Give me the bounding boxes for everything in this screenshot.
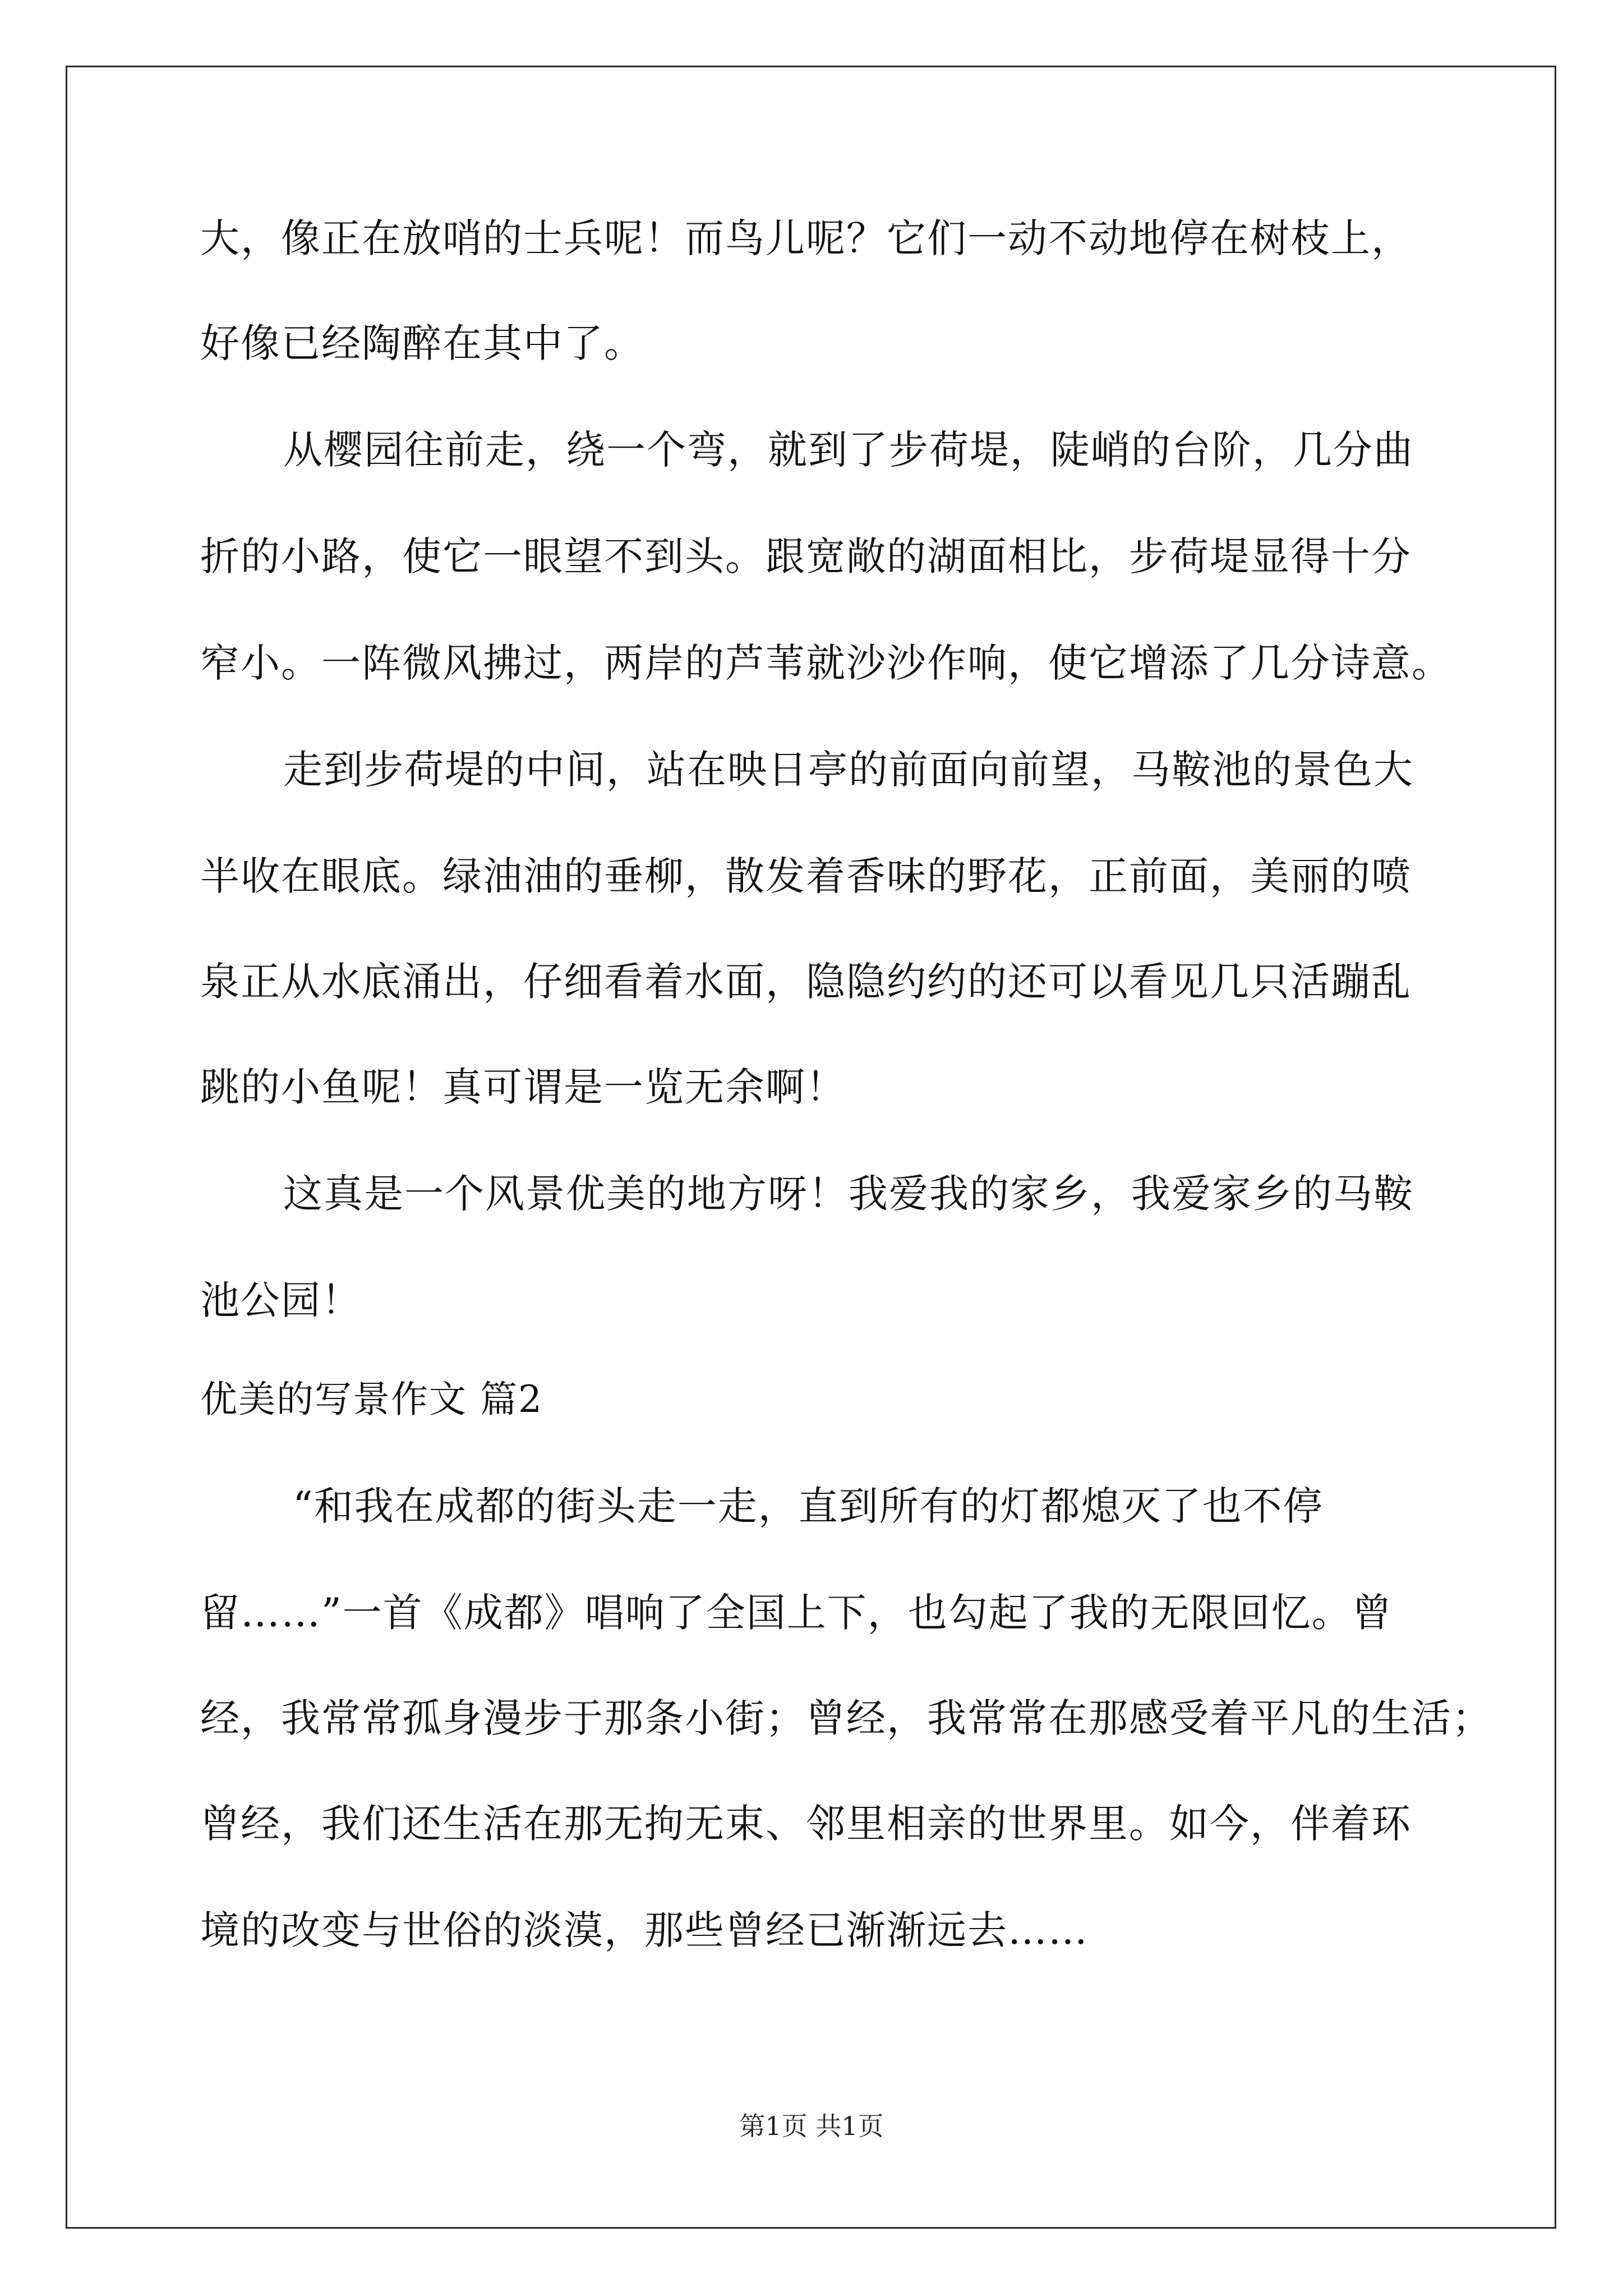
text-line: 大，像正在放哨的士兵呢！而鸟儿呢？它们一动不动地停在树枝上， <box>200 215 1412 261</box>
text-line: 窄小。一阵微风拂过，两岸的芦苇就沙沙作响，使它增添了几分诗意。 <box>200 640 1452 686</box>
text-line: 折的小路，使它一眼望不到头。跟宽敞的湖面相比，步荷堤显得十分 <box>200 533 1412 579</box>
text-line: 曾经，我们还生活在那无拘无束、邻里相亲的世界里。如今，伴着环 <box>200 1801 1412 1847</box>
section-heading: 优美的写景作文 篇2 <box>200 1378 543 1421</box>
paragraph-start-line: 从樱园往前走，绕一个弯，就到了步荷堤，陡峭的台阶，几分曲 <box>283 427 1414 473</box>
text-line: 留……”一首《成都》唱响了全国上下，也勾起了我的无限回忆。曾 <box>200 1590 1393 1636</box>
paragraph-start-line: 走到步荷堤的中间，站在映日亭的前面向前望，马鞍池的景色大 <box>283 747 1414 793</box>
text-line: 跳的小鱼呢！真可谓是一览无余啊！ <box>200 1064 846 1110</box>
page-footer: 第1页 共1页 <box>739 2111 884 2141</box>
page-border <box>66 66 1556 2229</box>
paragraph-start-line: 这真是一个风景优美的地方呀！我爱我的家乡，我爱家乡的马鞍 <box>283 1171 1414 1217</box>
text-line: 境的改变与世俗的淡漠，那些曾经已渐渐远去…… <box>200 1907 1089 1953</box>
text-line: 池公园！ <box>200 1277 362 1323</box>
text-line: 半收在眼底。绿油油的垂柳，散发着香味的野花，正前面，美丽的喷 <box>200 853 1412 899</box>
text-line: 好像已经陶醉在其中了。 <box>200 320 644 366</box>
text-line: 经，我常常孤身漫步于那条小街；曾经，我常常在那感受着平凡的生活； <box>200 1695 1492 1741</box>
paragraph-start-line: “和我在成都的街头走一走，直到所有的灯都熄灭了也不停 <box>293 1483 1324 1529</box>
text-line: 泉正从水底涌出，仔细看着水面，隐隐约约的还可以看见几只活蹦乱 <box>200 959 1412 1005</box>
